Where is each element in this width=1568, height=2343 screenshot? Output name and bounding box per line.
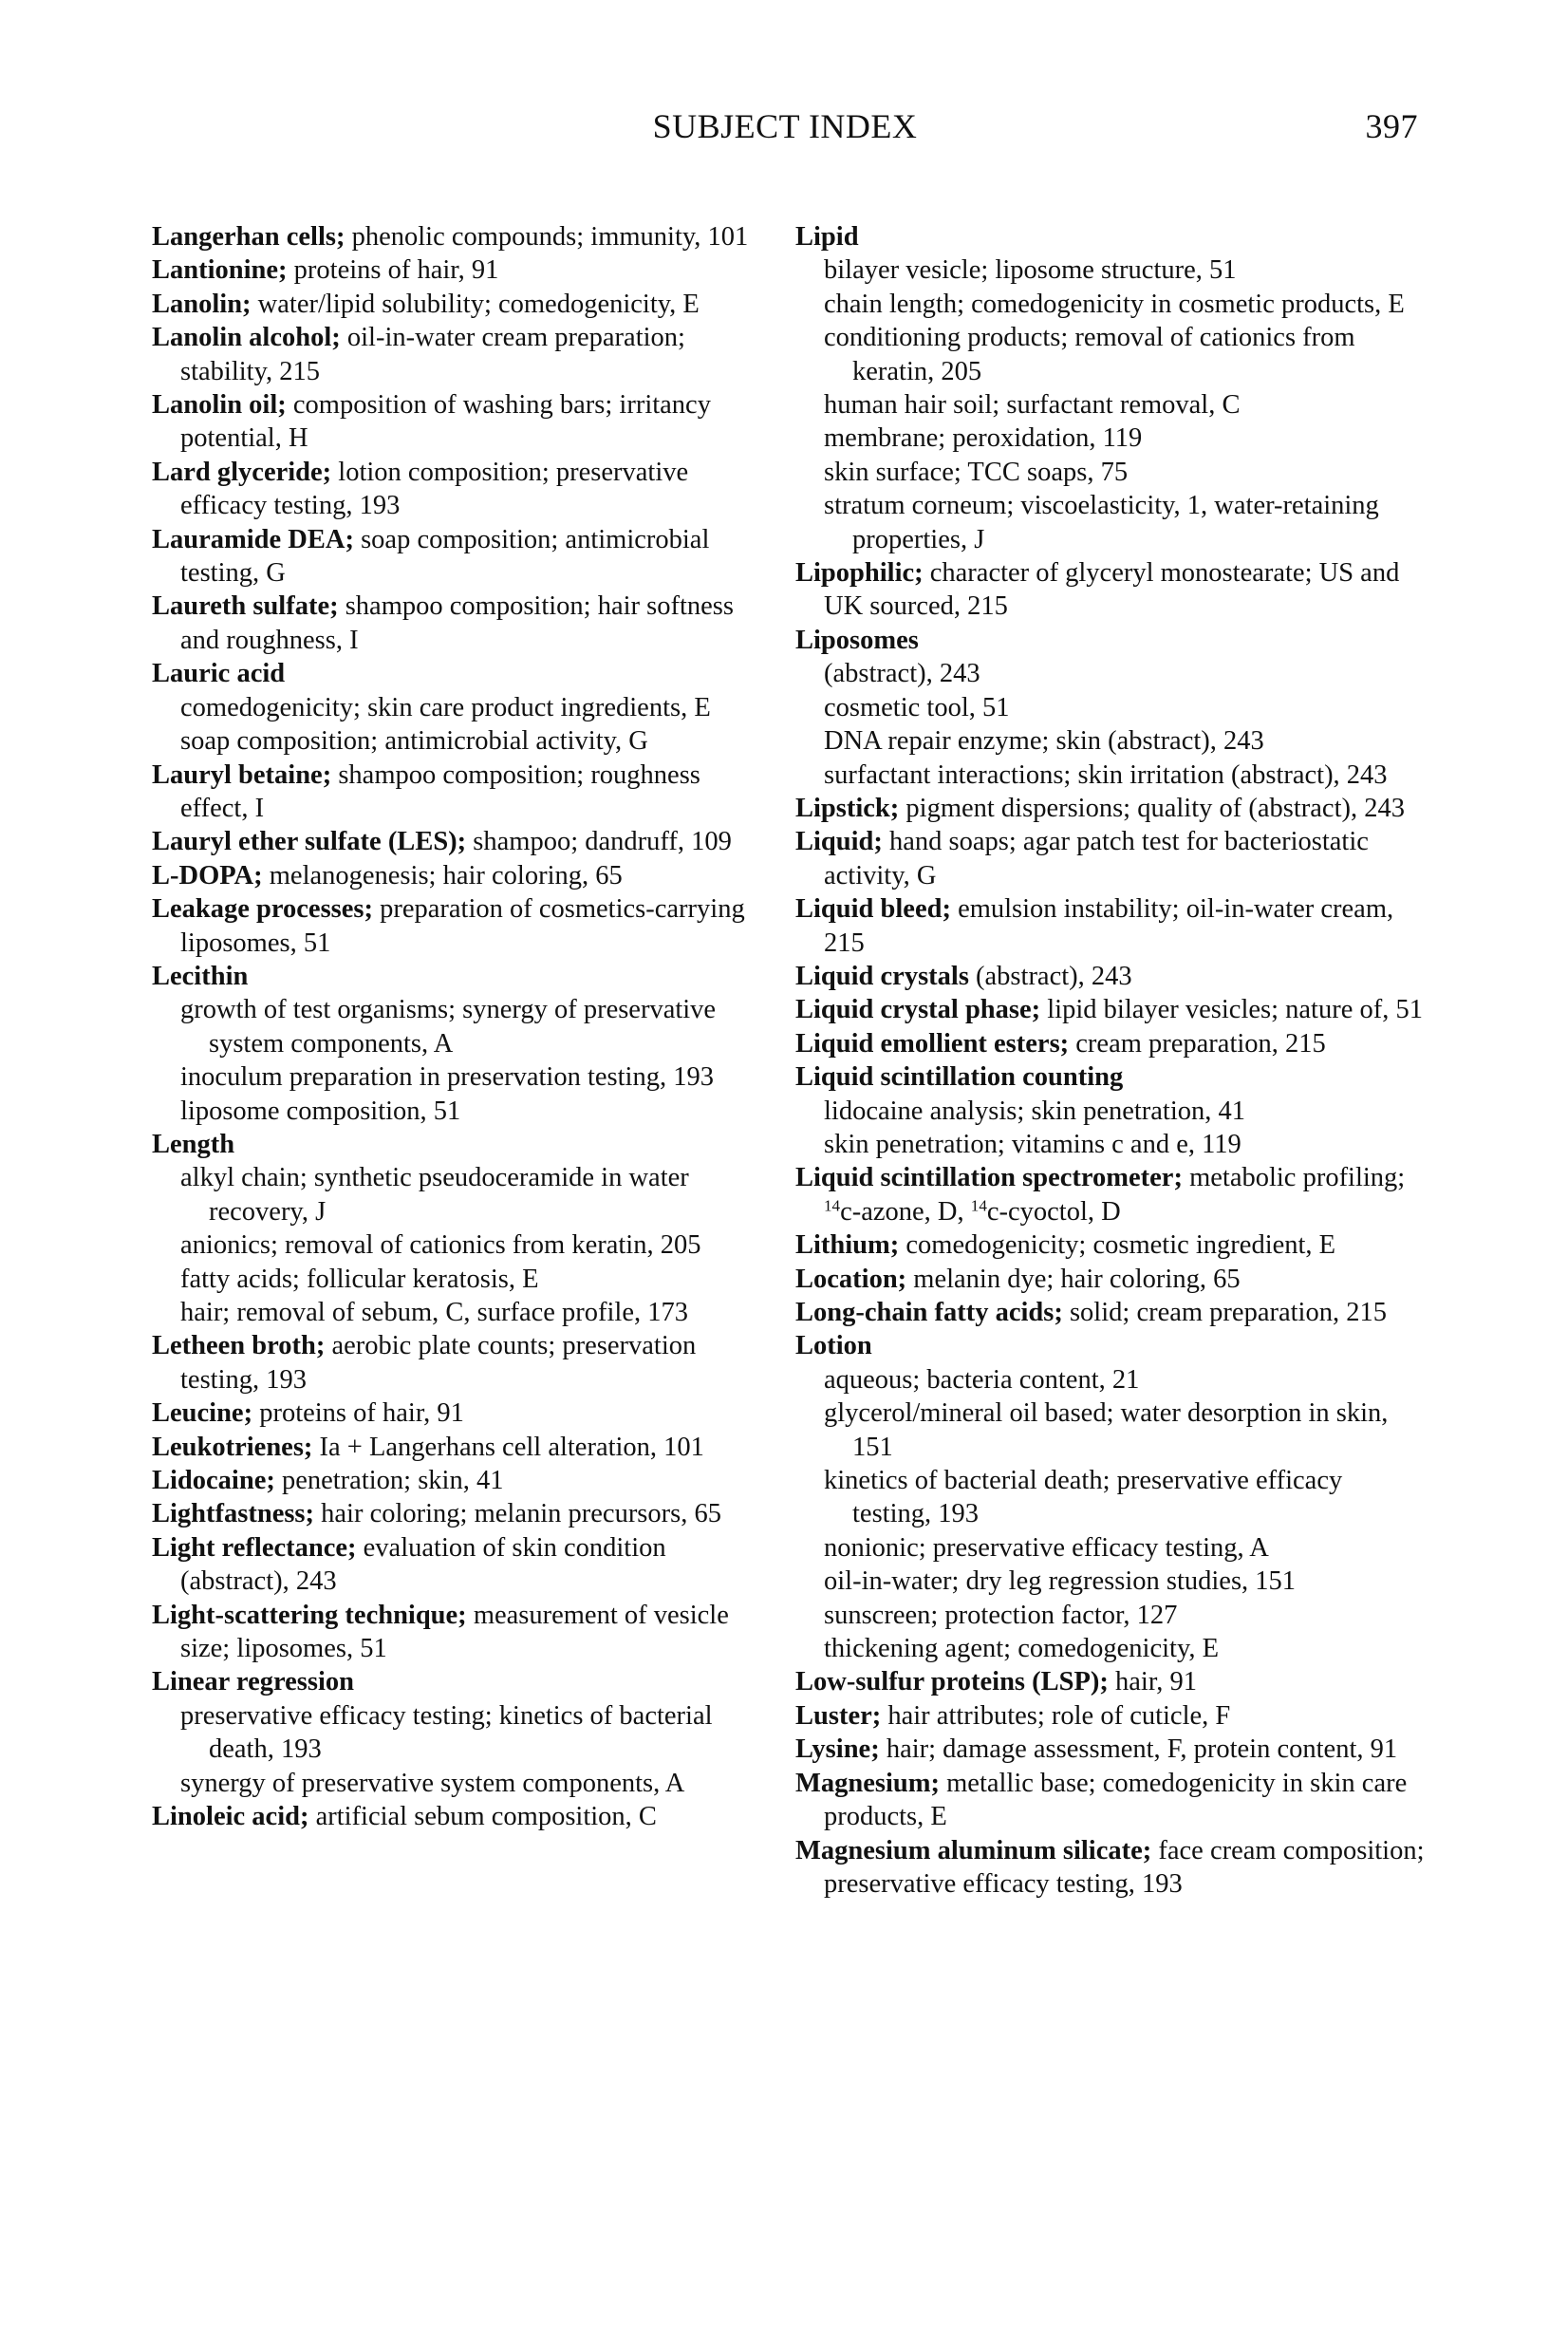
- index-text: (abstract), 243: [968, 961, 1132, 991]
- index-heading: Liquid crystals: [795, 961, 969, 991]
- index-text: comedogenicity; cosmetic ingredient, E: [899, 1230, 1336, 1261]
- index-entry: [152, 759, 774, 826]
- index-entry: [795, 556, 1427, 624]
- index-entry: [152, 859, 774, 892]
- index-text: composition of washing bars; irritancy potential, H: [180, 390, 711, 454]
- index-text: pigment dispersions; quality of (abstract), 243: [899, 793, 1405, 823]
- index-text: shampoo; dandruff, 109: [466, 827, 732, 857]
- index-entry: [795, 1767, 1427, 1834]
- index-subentry: cosmetic tool, 51: [824, 692, 1010, 722]
- index-subentry: skin surface; TCC soaps, 75: [824, 457, 1129, 487]
- index-subentry: alkyl chain; synthetic pseudoceramide in water recovery, J: [180, 1163, 689, 1227]
- index-heading: Lightfastness;: [152, 1499, 315, 1529]
- index-entry: [795, 1161, 1427, 1228]
- index-heading: Magnesium aluminum silicate;: [795, 1835, 1152, 1865]
- index-subentry: bilayer vesicle; liposome structure, 51: [824, 255, 1237, 286]
- index-subentry: liposome composition, 51: [180, 1096, 461, 1126]
- index-text: emulsion instability; oil-in-water cream, 215: [824, 894, 1394, 958]
- index-subentry: anionics; removal of cationics from keratin, 205: [180, 1230, 701, 1261]
- index-entry: [795, 792, 1427, 825]
- index-entry: [152, 960, 774, 993]
- index-subentry: skin penetration; vitamins c and e, 119: [824, 1129, 1241, 1159]
- index-entry: [152, 1497, 774, 1530]
- index-subentry: membrane; peroxidation, 119: [824, 423, 1143, 454]
- index-heading: Linoleic acid;: [152, 1802, 309, 1832]
- index-entry: [795, 960, 1427, 993]
- index-entry: [795, 1228, 1427, 1262]
- index-heading: Lidocaine;: [152, 1466, 275, 1496]
- index-subentry: human hair soil; surfactant removal, C: [824, 390, 1241, 421]
- index-text: hand soaps; agar patch test for bacteriostatic activity, G: [824, 827, 1369, 890]
- index-text: aerobic plate counts; preservation testing, 193: [180, 1331, 697, 1395]
- index-entry: [795, 825, 1427, 892]
- index-heading: Lauramide DEA;: [152, 524, 354, 554]
- superscript: 14: [824, 1196, 841, 1215]
- index-entry: [795, 1699, 1427, 1733]
- index-heading: Letheen broth;: [152, 1331, 326, 1361]
- index-text: lotion composition; preservative efficacy testing, 193: [180, 457, 689, 521]
- index-heading: Lard glyceride;: [152, 457, 332, 487]
- index-heading: Lantionine;: [152, 255, 288, 286]
- index-entry: [795, 1733, 1427, 1766]
- index-text: c-azone, D,: [840, 1196, 971, 1227]
- index-text: shampoo composition; hair softness and roughness, I: [180, 591, 734, 655]
- index-heading: Magnesium;: [795, 1768, 940, 1798]
- index-column-right: [795, 220, 1427, 1901]
- index-subentry: nonionic; preservative efficacy testing, A: [824, 1532, 1269, 1563]
- index-subentry: inoculum preparation in preservation testing, 193: [180, 1062, 714, 1093]
- index-subentry: (abstract), 243: [824, 659, 980, 689]
- index-entry: [152, 388, 774, 456]
- index-heading: Liquid scintillation spectrometer;: [795, 1163, 1183, 1193]
- index-text: water/lipid solubility; comedogenicity, E: [251, 289, 700, 319]
- index-heading: Langerhan cells;: [152, 222, 345, 252]
- index-text: melanogenesis; hair coloring, 65: [262, 860, 623, 890]
- page-title: SUBJECT INDEX: [652, 107, 918, 145]
- index-entry: [152, 1128, 774, 1161]
- index-subentry: preservative efficacy testing; kinetics of bacterial death, 193: [180, 1700, 713, 1765]
- index-entry: [152, 1396, 774, 1430]
- index-heading: Liposomes: [795, 625, 919, 655]
- index-text: measurement of vesicle size; liposomes, 51: [180, 1600, 729, 1664]
- index-text: proteins of hair, 91: [287, 255, 499, 286]
- index-heading: Lotion: [795, 1331, 872, 1361]
- index-entry: [152, 1599, 774, 1666]
- index-heading: Liquid emollient esters;: [795, 1028, 1070, 1059]
- index-entry: [795, 624, 1427, 657]
- index-entry: [152, 1431, 774, 1464]
- index-subentry: comedogenicity; skin care product ingredients, E: [180, 692, 711, 722]
- index-entry: [795, 892, 1427, 960]
- index-subentry: synergy of preservative system components, A: [180, 1768, 685, 1798]
- index-text: metallic base; comedogenicity in skin care products, E: [824, 1768, 1408, 1832]
- index-entry: [795, 1263, 1427, 1296]
- index-text: artificial sebum composition, C: [308, 1802, 657, 1832]
- index-subentry: fatty acids; follicular keratosis, E: [180, 1264, 539, 1294]
- index-subentry: sunscreen; protection factor, 127: [824, 1600, 1178, 1630]
- index-text: proteins of hair, 91: [252, 1398, 464, 1429]
- index-entry: [152, 590, 774, 657]
- index-text: Ia + Langerhans cell alteration, 101: [312, 1432, 704, 1462]
- index-heading: Liquid;: [795, 827, 883, 857]
- index-entry: [152, 1800, 774, 1833]
- index-entry: [152, 1665, 774, 1698]
- index-subentry: growth of test organisms; synergy of preservative system components, A: [180, 995, 717, 1059]
- index-heading: Linear regression: [152, 1667, 354, 1697]
- index-heading: Location;: [795, 1264, 907, 1294]
- index-heading: Luster;: [795, 1700, 882, 1731]
- index-entry: [152, 288, 774, 321]
- index-heading: Lipid: [795, 222, 859, 252]
- index-subentry: hair; removal of sebum, C, surface profile, 173: [180, 1298, 689, 1327]
- index-entry: [795, 220, 1427, 253]
- index-heading: Leukotrienes;: [152, 1432, 313, 1462]
- index-heading: Lithium;: [795, 1230, 900, 1261]
- index-entry: [795, 1329, 1427, 1362]
- index-heading: Lipstick;: [795, 793, 900, 823]
- index-subentry: chain length; comedogenicity in cosmetic products, E: [824, 289, 1405, 319]
- index-entry: [152, 825, 774, 858]
- index-heading: Lauryl betaine;: [152, 759, 332, 790]
- index-heading: Lanolin oil;: [152, 390, 287, 421]
- index-text: metabolic profiling;: [1182, 1163, 1406, 1193]
- index-heading: Lauric acid: [152, 659, 286, 689]
- index-subentry: kinetics of bacterial death; preservative efficacy testing, 193: [824, 1466, 1343, 1529]
- index-entry: [152, 657, 774, 690]
- index-text: cream preparation, 215: [1069, 1028, 1326, 1059]
- index-entry: [152, 523, 774, 590]
- index-entry: [795, 1834, 1427, 1902]
- index-text: preparation of cosmetics-carrying liposomes, 51: [180, 894, 745, 958]
- index-text: lipid bilayer vesicles; nature of, 51: [1040, 995, 1423, 1025]
- index-subentry: glycerol/mineral oil based; water desorption in skin, 151: [824, 1398, 1389, 1462]
- index-heading: Lipophilic;: [795, 558, 924, 589]
- index-entry: [152, 253, 774, 287]
- page-number: 397: [1365, 107, 1418, 145]
- index-entry: [795, 1665, 1427, 1698]
- index-heading: Lauryl ether sulfate (LES);: [152, 827, 467, 857]
- index-text: face cream composition; preservative efficacy testing, 193: [824, 1835, 1425, 1899]
- index-text: phenolic compounds; immunity, 101: [345, 222, 749, 252]
- index-heading: Liquid scintillation counting: [795, 1062, 1124, 1093]
- index-heading: Leakage processes;: [152, 894, 373, 925]
- index-subentry: aqueous; bacteria content, 21: [824, 1364, 1140, 1395]
- index-heading: L-DOPA;: [152, 860, 263, 890]
- index-entry: [152, 1531, 774, 1599]
- index-heading: Lanolin alcohol;: [152, 323, 341, 353]
- index-entry: [152, 892, 774, 960]
- index-subentry: lidocaine analysis; skin penetration, 41: [824, 1096, 1246, 1126]
- index-heading: Light-scattering technique;: [152, 1600, 467, 1630]
- index-text: oil-in-water cream preparation; stability, 215: [180, 323, 685, 386]
- index-heading: Long-chain fatty acids;: [795, 1298, 1063, 1327]
- index-heading: Laureth sulfate;: [152, 591, 339, 622]
- index-entry: [152, 1329, 774, 1396]
- index-text: hair coloring; melanin precursors, 65: [314, 1499, 721, 1529]
- index-text: penetration; skin, 41: [274, 1466, 504, 1496]
- index-heading: Liquid crystal phase;: [795, 995, 1041, 1025]
- index-text: hair, 91: [1108, 1667, 1197, 1697]
- index-entry: [795, 993, 1427, 1026]
- index-text: solid; cream preparation, 215: [1062, 1298, 1387, 1327]
- index-heading: Low-sulfur proteins (LSP);: [795, 1667, 1109, 1697]
- index-heading: Liquid bleed;: [795, 894, 951, 925]
- index-subentry: thickening agent; comedogenicity, E: [824, 1634, 1220, 1664]
- index-text: character of glyceryl monostearate; US and UK sourced, 215: [824, 558, 1400, 622]
- index-heading: Lanolin;: [152, 289, 252, 319]
- index-subentry: surfactant interactions; skin irritation (abstract), 243: [824, 759, 1388, 790]
- index-entry: [795, 1296, 1427, 1329]
- index-heading: Light reflectance;: [152, 1532, 357, 1563]
- index-heading: Lecithin: [152, 961, 249, 991]
- index-text: hair attributes; role of cuticle, F: [881, 1700, 1231, 1731]
- index-subentry: soap composition; antimicrobial activity, G: [180, 726, 648, 757]
- running-head: [152, 106, 1418, 154]
- index-heading: Length: [152, 1129, 235, 1159]
- index-subentry: conditioning products; removal of cationics from keratin, 205: [824, 323, 1355, 386]
- index-entry: [152, 456, 774, 523]
- index-subentry: oil-in-water; dry leg regression studies, 151: [824, 1566, 1297, 1597]
- index-text: soap composition; antimicrobial testing, G: [180, 524, 710, 589]
- index-entry: [152, 321, 774, 388]
- index-heading: Lysine;: [795, 1734, 880, 1765]
- index-entry: [152, 220, 774, 253]
- index-text: hair; damage assessment, F, protein content, 91: [879, 1734, 1398, 1765]
- index-text: melanin dye; hair coloring, 65: [906, 1264, 1241, 1294]
- index-heading: Leucine;: [152, 1398, 253, 1429]
- index-entry: [795, 1060, 1427, 1094]
- index-text: c-cyoctol, D: [986, 1196, 1121, 1227]
- index-entry: [152, 1464, 774, 1497]
- index-text: evaluation of skin condition (abstract), 243: [180, 1532, 666, 1597]
- index-subentry: DNA repair enzyme; skin (abstract), 243: [824, 726, 1264, 757]
- index-entry: [795, 1027, 1427, 1060]
- index-text: shampoo composition; roughness effect, I: [180, 759, 700, 823]
- superscript: 14: [970, 1196, 987, 1215]
- index-subentry: stratum corneum; viscoelasticity, 1, water-retaining properties, J: [824, 491, 1379, 554]
- index-column-left: [152, 220, 774, 1834]
